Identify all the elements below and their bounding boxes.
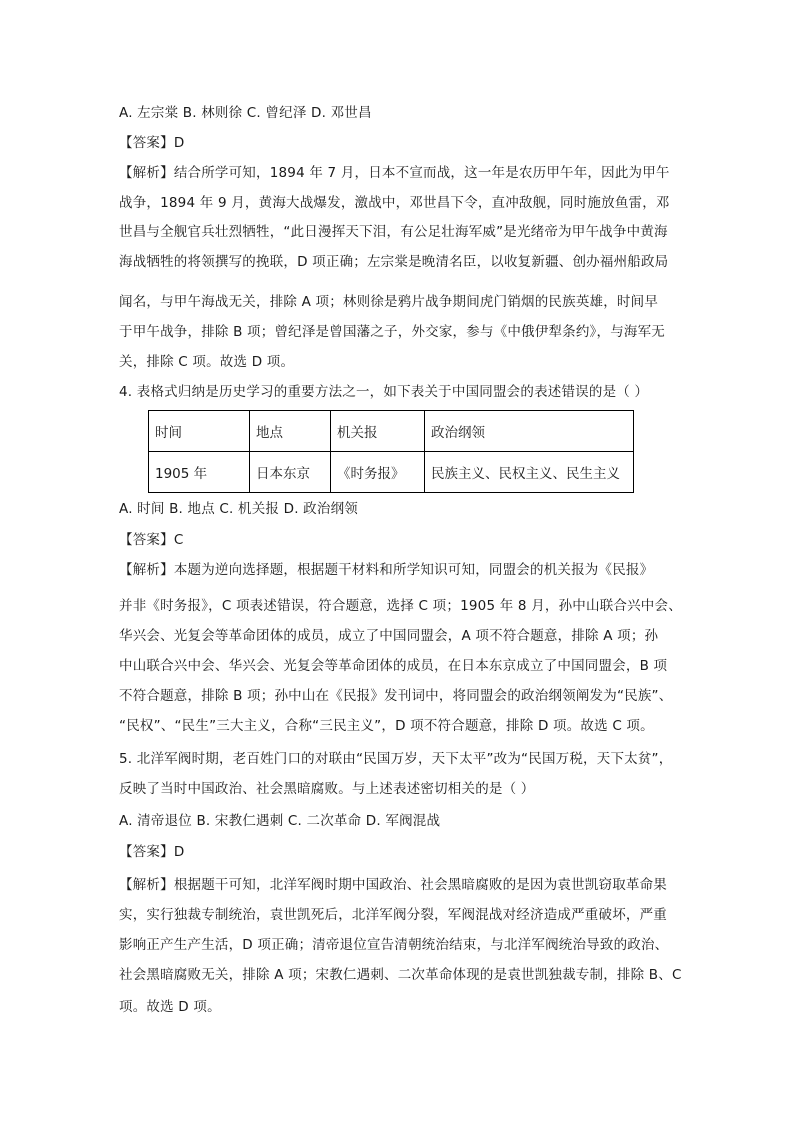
q5-analysis-line: 影响正产生产生活，D 项正确；清帝退位宣告清朝统治结束，与北洋军阀统治导致的政治、 bbox=[119, 937, 669, 953]
q3-analysis-line bbox=[119, 163, 670, 183]
q4-analysis-tag: 【解析】 bbox=[119, 562, 174, 578]
q4-analysis-line: “民权”、“民生”三大主义，合称“三民主义”，D 项不符合题意，排除 D 项。故选 C 项。 bbox=[119, 718, 654, 734]
q4-analysis-line: 并非《时务报》，C 项表述错误，符合题意，选择 C 项；1905 年 8 月，孙中山联合兴中会、 bbox=[119, 598, 682, 614]
q3-analysis-text: 结合所学可知，1894 年 7 月，日本不宣而战，这一年是农历甲午年，因此为甲午 bbox=[173, 165, 670, 181]
table-cell: 日本东京 bbox=[250, 452, 331, 493]
table-header-cell: 机关报 bbox=[331, 411, 425, 452]
q5-analysis-line: 项。故选 D 项。 bbox=[119, 999, 221, 1015]
table-header-cell: 时间 bbox=[149, 411, 250, 452]
table-header-cell: 政治纲领 bbox=[425, 411, 634, 452]
q4-answer-value: C bbox=[173, 532, 184, 548]
q3-analysis-line: 于甲午战争，排除 B 项；曾纪泽是曾国藩之子，外交家，参与《中俄伊犁条约》，与海军无 bbox=[119, 324, 665, 340]
q5-analysis-text: 根据题干可知，北洋军阀时期中国政治、社会黑暗腐败的是因为袁世凯窃取革命果 bbox=[173, 877, 668, 893]
q3-analysis-line: 海战牺牲的将领撰写的挽联，D 项正确；左宗棠是晚清名臣，以收复新疆、创办福州船政局 bbox=[119, 254, 669, 270]
table-row bbox=[149, 452, 634, 493]
q3-analysis-line: 关，排除 C 项。故选 D 项。 bbox=[119, 354, 295, 370]
q5-analysis-tag: 【解析】 bbox=[119, 877, 174, 893]
q5-stem-line: 5. 北洋军阀时期，老百姓门口的对联由“民国万岁，天下太平”改为“民国万税，天下太贫”， bbox=[119, 751, 673, 767]
q4-answer bbox=[119, 530, 183, 550]
q3-answer bbox=[119, 133, 184, 153]
q3-analysis-line: 闻名，与甲午海战无关，排除 A 项；林则徐是鸦片战争期间虎门销烟的民族英雄，时间早 bbox=[119, 294, 659, 310]
q3-analysis-line: 世昌与全舰官兵壮烈牺牲，“此日漫挥天下泪，有公足壮海军威”是光绪帝为甲午战争中黄海 bbox=[119, 224, 668, 240]
table-header-row bbox=[149, 411, 634, 452]
q4-stem: 4. 表格式归纳是历史学习的重要方法之一，如下表关于中国同盟会的表述错误的是（ ） bbox=[119, 384, 649, 400]
q5-analysis-line: 实，实行独裁专制统治，袁世凯死后，北洋军阀分裂，军阀混战对经济造成严重破坏，严重 bbox=[119, 907, 667, 923]
q4-analysis-line: 中山联合兴中会、华兴会、光复会等革命团体的成员，在日本东京成立了中国同盟会，B 项 bbox=[119, 658, 668, 674]
q5-answer-value: D bbox=[173, 844, 185, 860]
q4-analysis-line: 不符合题意，排除 B 项；孙中山在《民报》发刊词中，将同盟会的政治纲领阐发为“民族”、 bbox=[119, 688, 673, 704]
q5-analysis-line bbox=[119, 875, 667, 895]
q5-analysis-line: 社会黑暗腐败无关，排除 A 项；宋教仁遇刺、二次革命体现的是袁世凯独裁专制，排除 B、C bbox=[119, 967, 682, 983]
q3-analysis-line: 战争，1894 年 9 月，黄海大战爆发，激战中，邓世昌下令，直冲敌舰，同时施放鱼雷，邓 bbox=[119, 195, 670, 211]
table-cell: 民族主义、民权主义、民生主义 bbox=[425, 452, 634, 493]
q3-options: A. 左宗棠 B. 林则徐 C. 曾纪泽 D. 邓世昌 bbox=[119, 105, 372, 121]
q4-options: A. 时间 B. 地点 C. 机关报 D. 政治纲领 bbox=[119, 501, 358, 517]
table-cell: 1905 年 bbox=[149, 452, 250, 493]
q3-analysis-tag: 【解析】 bbox=[119, 165, 174, 181]
q5-answer bbox=[119, 842, 184, 862]
q3-answer-value: D bbox=[173, 135, 185, 151]
q4-answer-tag: 【答案】 bbox=[119, 532, 174, 548]
q4-table bbox=[148, 410, 634, 493]
table-cell: 《时务报》 bbox=[331, 452, 425, 493]
q5-options: A. 清帝退位 B. 宋教仁遇刺 C. 二次革命 D. 军阀混战 bbox=[119, 813, 441, 829]
q5-stem-line: 反映了当时中国政治、社会黑暗腐败。与上述表述密切相关的是（ ） bbox=[119, 781, 535, 797]
q4-analysis-line: 华兴会、光复会等革命团体的成员，成立了中国同盟会，A 项不符合题意，排除 A 项；孙 bbox=[119, 628, 659, 644]
q4-analysis-text: 本题为逆向选择题，根据题干材料和所学知识可知，同盟会的机关报为《民报》 bbox=[173, 562, 654, 578]
q4-analysis-line bbox=[119, 560, 653, 580]
q3-answer-tag: 【答案】 bbox=[119, 135, 174, 151]
table-header-cell: 地点 bbox=[250, 411, 331, 452]
q5-answer-tag: 【答案】 bbox=[119, 844, 174, 860]
